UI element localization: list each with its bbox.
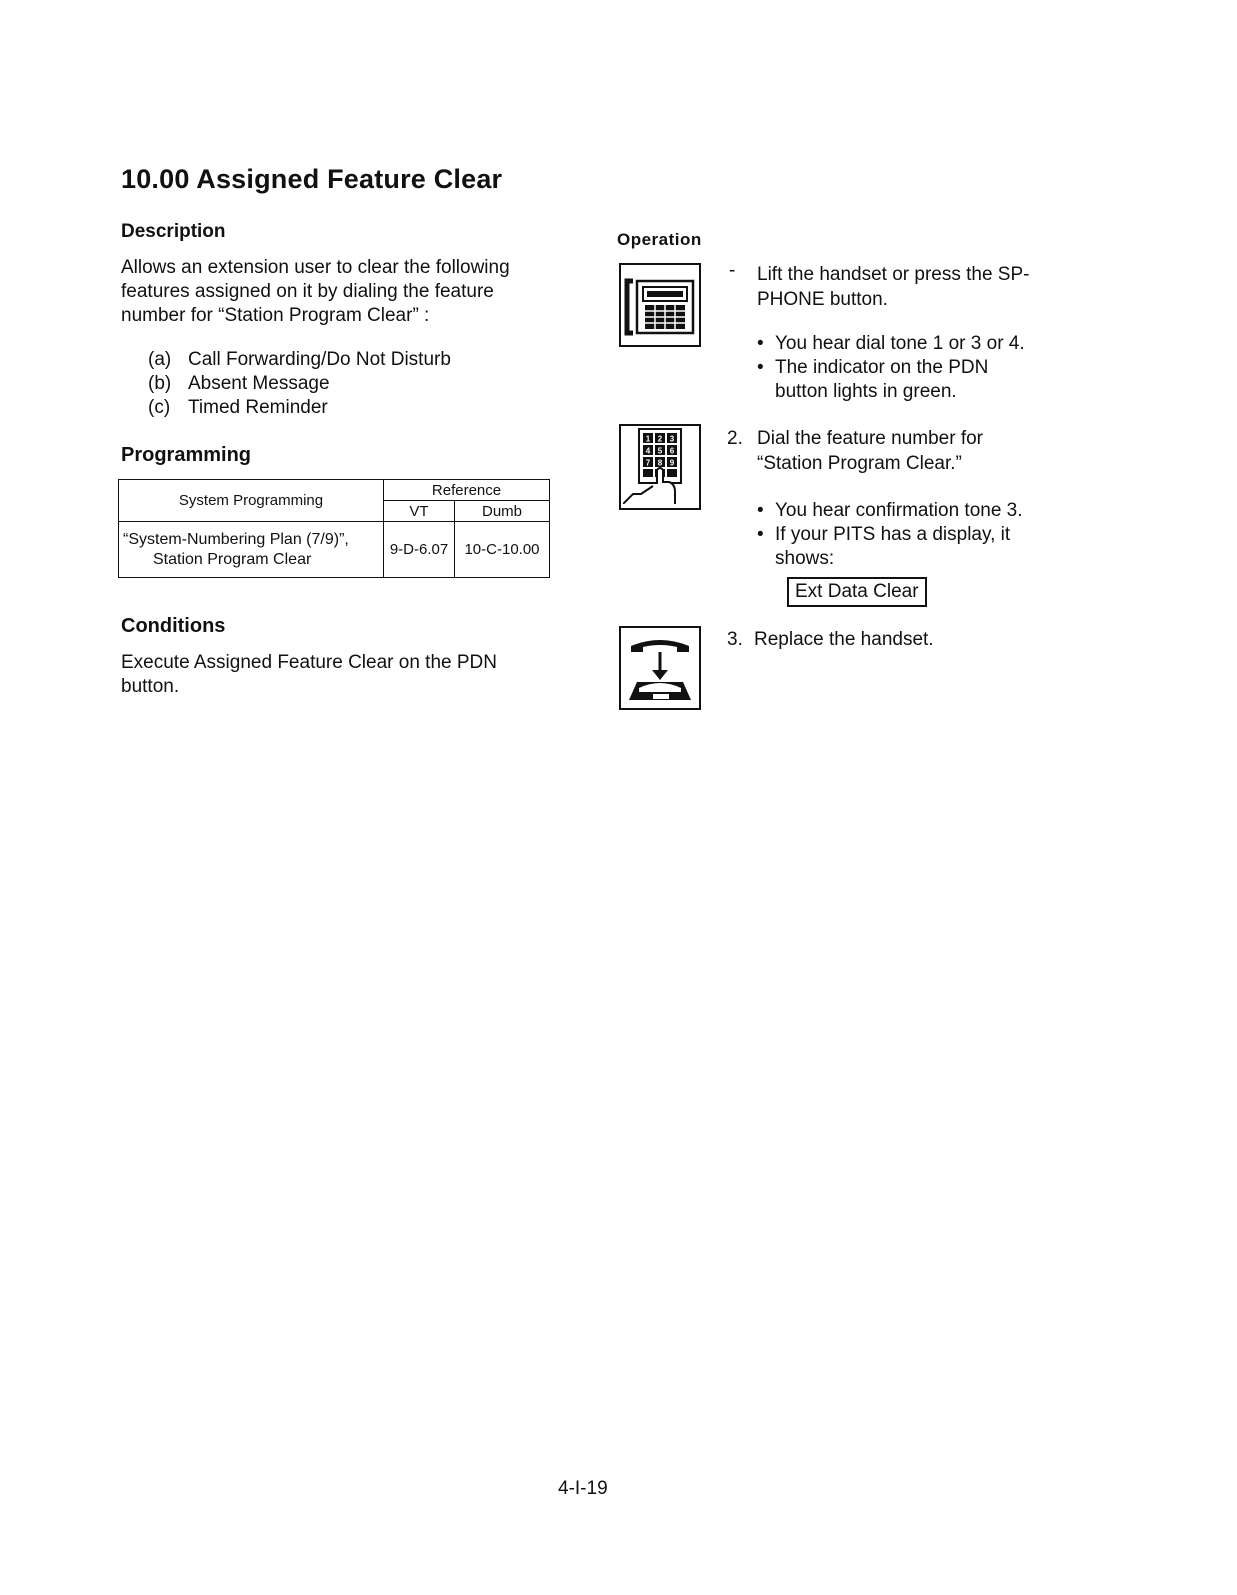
- table-row: [119, 522, 550, 578]
- page-number: 4-I-19: [558, 1478, 608, 1499]
- phone-icon: [619, 263, 701, 347]
- hang-up-handset-icon: [619, 626, 701, 710]
- display-readout: Ext Data Clear: [787, 577, 927, 607]
- keypad-svg: [623, 426, 697, 504]
- step-bullets: [757, 499, 1057, 571]
- step-line: Lift the handset or press the SP-: [757, 264, 1030, 285]
- list-text: Call Forwarding/Do Not Disturb: [188, 349, 451, 370]
- page-title: 10.00 Assigned Feature Clear: [121, 164, 503, 194]
- bullet-dot: •: [757, 524, 764, 545]
- keypad-key-label: 8: [657, 458, 663, 468]
- list-mark: (b): [148, 373, 172, 394]
- step-line: Dial the feature number for: [757, 428, 984, 449]
- reference-table: [118, 479, 550, 578]
- bullet-text: shows:: [775, 548, 835, 569]
- description-line: Allows an extension user to clear the following: [121, 257, 510, 278]
- bullet-item: [757, 499, 1057, 523]
- conditions-heading: Conditions: [121, 615, 226, 637]
- keypad-key-label: 9: [669, 458, 675, 468]
- step-line: PHONE button.: [757, 289, 888, 310]
- table-cell-label: [119, 522, 384, 578]
- keypad-key: [667, 469, 677, 477]
- table-header-reference: Reference: [384, 480, 550, 501]
- operation-heading: Operation: [617, 230, 702, 249]
- table-header-dumb: Dumb: [455, 501, 550, 522]
- step-number: -: [729, 260, 736, 281]
- keypad-key-label: 5: [657, 446, 663, 456]
- description-line: features assigned on it by dialing the feature: [121, 281, 494, 302]
- list-mark: (c): [148, 397, 171, 418]
- table-cell-line: “System-Numbering Plan (7/9)”,: [123, 530, 349, 548]
- step-number: 3.: [727, 629, 743, 650]
- table-header-vt: VT: [384, 501, 455, 522]
- description-text: [121, 256, 551, 328]
- bullet-text: The indicator on the PDN: [775, 357, 989, 378]
- keypad-key-label: 1: [645, 434, 651, 444]
- step-line: Replace the handset.: [754, 629, 934, 650]
- keypad-key-label: 6: [669, 446, 675, 456]
- list-item: [148, 372, 451, 396]
- table-cell-vt: 9-D-6.07: [384, 522, 455, 578]
- conditions-line: Execute Assigned Feature Clear on the PDN: [121, 652, 497, 673]
- step-bullets: [757, 332, 1057, 404]
- step-text: [754, 627, 1054, 652]
- keypad-key-label: 3: [669, 434, 675, 444]
- step-text: [757, 426, 1057, 476]
- keypad-key-label: 2: [657, 434, 663, 444]
- feature-list: [148, 348, 451, 420]
- table-cell-line: Station Program Clear: [153, 550, 312, 568]
- bullet-item: [757, 356, 1057, 404]
- list-text: Absent Message: [188, 373, 330, 394]
- bullet-item: [757, 523, 1057, 571]
- conditions-text: [121, 651, 551, 699]
- step-text: [757, 262, 1057, 312]
- bullet-text: You hear dial tone 1 or 3 or 4.: [775, 333, 1025, 354]
- list-text: Timed Reminder: [188, 397, 328, 418]
- bullet-dot: •: [757, 333, 764, 354]
- description-heading: Description: [121, 221, 226, 242]
- bullet-item: [757, 332, 1057, 356]
- bullet-text: button lights in green.: [775, 381, 957, 402]
- description-line: number for “Station Program Clear” :: [121, 305, 430, 326]
- keypad-dial-icon: [619, 424, 701, 510]
- list-mark: (a): [148, 349, 172, 370]
- table-cell-dumb: 10-C-10.00: [455, 522, 550, 578]
- bullet-text: You hear confirmation tone 3.: [775, 500, 1023, 521]
- keypad-key: [643, 469, 653, 477]
- list-item: [148, 396, 451, 420]
- bullet-text: If your PITS has a display, it: [775, 524, 1011, 545]
- keypad-key-label: 7: [645, 458, 651, 468]
- keypad-key-label: 4: [645, 446, 651, 456]
- step-line: “Station Program Clear.”: [757, 453, 962, 474]
- conditions-line: button.: [121, 676, 180, 697]
- list-item: [148, 348, 451, 372]
- bullet-dot: •: [757, 357, 764, 378]
- programming-heading: Programming: [121, 444, 252, 466]
- table-header-system-programming: System Programming: [119, 480, 384, 522]
- step-number: 2.: [727, 428, 743, 449]
- bullet-dot: •: [757, 500, 764, 521]
